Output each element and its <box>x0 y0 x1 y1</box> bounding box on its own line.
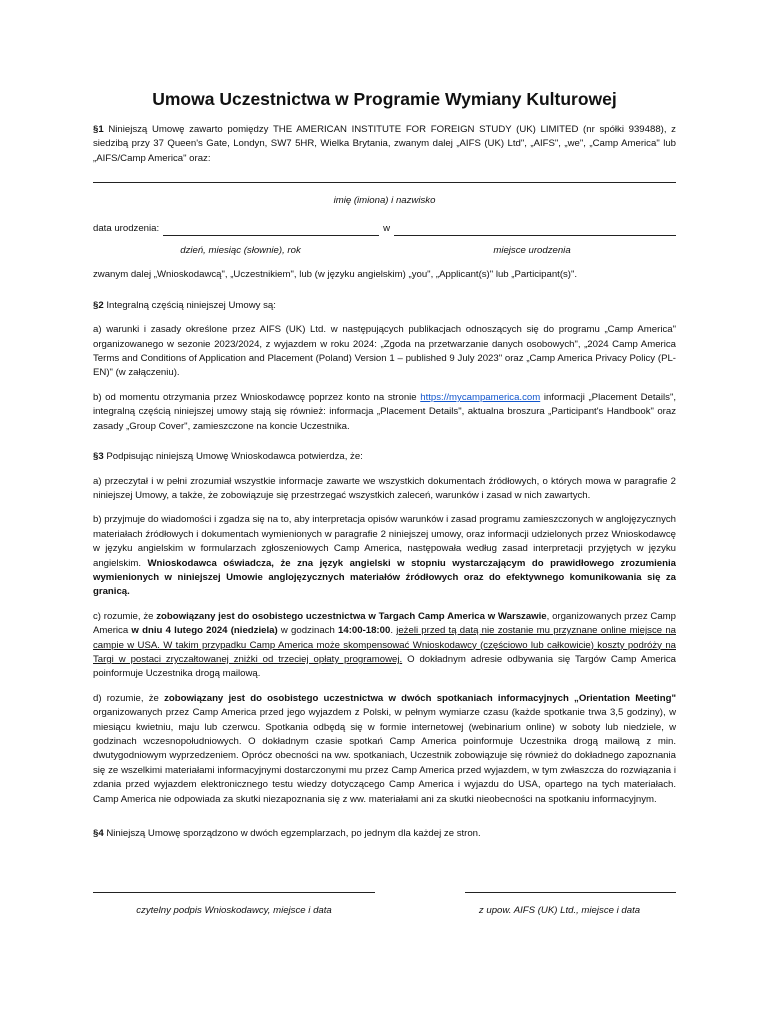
section-4-text: Niniejszą Umowę sporządzono w dwóch egzemplarzach, po jednym dla każdej ze stron. <box>106 828 481 840</box>
section-4 <box>93 827 676 841</box>
dob-label: data urodzenia: <box>93 222 160 234</box>
dob-caption: dzień, miesiąc (słownie), rok <box>180 245 301 257</box>
section-2-point-b <box>93 391 676 434</box>
applicant-signature-caption: czytelny podpis Wnioskodawcy, miejsce i data <box>136 905 332 916</box>
dob-blank-line[interactable] <box>163 225 379 236</box>
section-3-heading <box>93 450 676 464</box>
birth-data-row <box>93 222 676 236</box>
section-3-c-bold-fair: zobowiązany jest do osobistego uczestnictwa w Targach Camp America w Warszawie <box>156 610 547 622</box>
applicant-signature-line[interactable] <box>93 892 375 893</box>
birth-caption-row <box>93 244 676 258</box>
called-hereinafter-text: zwanym dalej „Wnioskodawcą", „Uczestnikiem", lub (w języku angielskim) „you", „Applicant(s)" lub „Participant(s)". <box>93 269 578 281</box>
section-3-point-c <box>93 610 676 682</box>
document-title: Umowa Uczestnictwa w Programie Wymiany Kulturowej <box>152 89 617 109</box>
section-3-c-underlined: jeżeli przed tą datą nie zostanie mu przyznane online miejsce na campie w USA. W takim przypadku Camp America może skompensować Wnioskodawcy (częściowo lub całkowicie) koszty podróży na Targi w postaci zryczałtowanej zniżki od trzeciej opłaty programowej. <box>93 625 676 665</box>
aifs-signature-caption: z upow. AIFS (UK) Ltd., miejsce i data <box>478 905 641 916</box>
section-3-label: §3 <box>93 451 104 463</box>
section-3-d-part3: organizowanych przez Camp America przed jego wyjazdem z Polski, w pełnym wymiarze czasu (każde spotkanie trwa 3,5 godziny), w miesiącu kwietniu, maju lub czerwcu. Spotkania odbędą się w formie internetowej (webinarium online) w soboty lub niedziele, w godzinach wczesnopołudniowych. O dokładnym czasie spotkań Camp America poinformuje Uczestnika drogą mailową z min. dwutygodniowym wyprzedzeniem. Oprócz obecności na ww. spotkaniach, Uczestnik zobowiązuje się również do dokładnego zapoznania się ze wszelkimi materiałami informacyjnymi dostarczonymi mu przez Camp America przed wyjazdem, w tym zwłaszcza do rozwiązania i zdania przed wyjazdem elektronicznego testu wiedzy dotyczącego Camp America i wyjazdu do USA, opartego na tych materiałach. Camp America nie odpowiada za skutki niezapoznania się z ww. materiałami ani za skutki nieobecności na spotkaniu informacyjnym. <box>93 707 676 805</box>
section-1-intro <box>93 123 676 166</box>
section-3-c-bold-hours: 14:00-18:00 <box>338 625 391 637</box>
section-2-b-pre: b) od momentu otrzymania przez Wnioskodawcę poprzez konto na stronie <box>93 391 421 403</box>
section-2-text: Integralną częścią niniejszej Umowy są: <box>106 299 276 311</box>
birthplace-blank-line[interactable] <box>394 225 676 236</box>
section-3-point-b <box>93 513 676 599</box>
birthplace-caption: miejsce urodzenia <box>493 245 571 257</box>
section-2-label: §2 <box>93 299 104 311</box>
name-caption: imię (imiona) i nazwisko <box>333 195 436 207</box>
section-2-b-post: informacji „Placement Details", integralną częścią niniejszej umowy stają się również: informacja „Placement Details", aktualna broszura „Participant's Handbook" oraz zasady „Group Cover", zamieszczone na koncie Uczestnika. <box>93 391 677 432</box>
section-2-heading <box>93 299 676 313</box>
aifs-signature-line[interactable] <box>465 892 676 893</box>
section-3-d-bold: zobowiązany jest do osobistego uczestnictwa w dwóch spotkaniach informacyjnych „Orientation Meeting" <box>164 692 676 704</box>
section-4-label: §4 <box>93 828 104 840</box>
section-3-c-part5: w godzinach <box>277 625 339 637</box>
section-2-point-a: a) warunki i zasady określone przez AIFS (UK) Ltd. w następujących publikacjach odnoszących się do programu „Camp America" organizowanego w sezonie 2023/2024, z wyjazdem w roku 2024: „Zgoda na przetwarzanie danych osobowych", „2024 Camp America Terms and Conditions of Application and Placement (Poland) Version 1 – published 9 July 2023" oraz „Camp America Privacy Policy (PL-EN)" (w załączeniu). <box>93 324 676 379</box>
section-3-b-plain: b) przyjmuje do wiadomości i zgadza się na to, aby interpretacja opisów warunków i zasad programu zamieszczonych w anglojęzycznych materiałach źródłowych i dokumentach wymienionych w paragrafie 2 niniejszej umowy, oraz informacji udzielonych przez Wnioskodawcę w języku angielskim w formularzach zgłoszeniowych Camp America, następowała według zasad interpretacji przyjętych w języku angielskim. <box>93 514 676 569</box>
name-blank-line[interactable] <box>93 182 676 183</box>
in-label: w <box>383 222 391 234</box>
section-3-c-part3: , organizowanych przez Camp America <box>93 610 676 637</box>
section-3-c-part7: . <box>390 625 397 637</box>
section-3-d-part1: d) rozumie, że <box>93 692 165 704</box>
section-1-text: Niniejszą Umowę zawarto pomiędzy THE AMERICAN INSTITUTE FOR FOREIGN STUDY (UK) LIMITED (nr spółki 939488), z siedzibą przy 37 Queen's Gate, Londyn, SW7 5HR, Wielka Brytania, zwanym dalej „AIFS (UK) Ltd", „AIFS", „we", „Camp America" lub „AIFS/Camp America" oraz: <box>93 124 676 164</box>
section-3-point-d <box>93 692 676 807</box>
section-3-b-bold: Wnioskodawca oświadcza, że zna język angielski w stopniu wystarczającym do prawidłowego zrozumienia wymienionych w niniejszej Umowie anglojęzycznych materiałów źródłowych oraz do efektywnego komunikowania się za granicą. <box>93 557 676 598</box>
mycampamerica-link[interactable]: https://mycampamerica.com <box>420 391 541 403</box>
section-3-text: Podpisując niniejszą Umowę Wnioskodawca potwierdza, że: <box>106 451 363 463</box>
section-3-c-bold-date: w dniu 4 lutego 2024 (niedziela) <box>131 625 278 637</box>
section-3-point-a: a) przeczytał i w pełni zrozumiał wszystkie informacje zawarte we wszystkich dokumentach źródłowych, o których mowa w paragrafie 2 niniejszej Umowy, a także, że zobowiązuje się przestrzegać wszystkich zaleceń, warunków i zasad w nich zawartych. <box>93 475 676 501</box>
section-3-c-part1: c) rozumie, że <box>93 610 157 622</box>
section-1-label: §1 <box>93 124 104 135</box>
section-3-c-part9: O dokładnym adresie odbywania się Targów Camp America poinformuje Uczestnika drogą mailową. <box>93 653 676 680</box>
signature-row <box>93 892 676 922</box>
